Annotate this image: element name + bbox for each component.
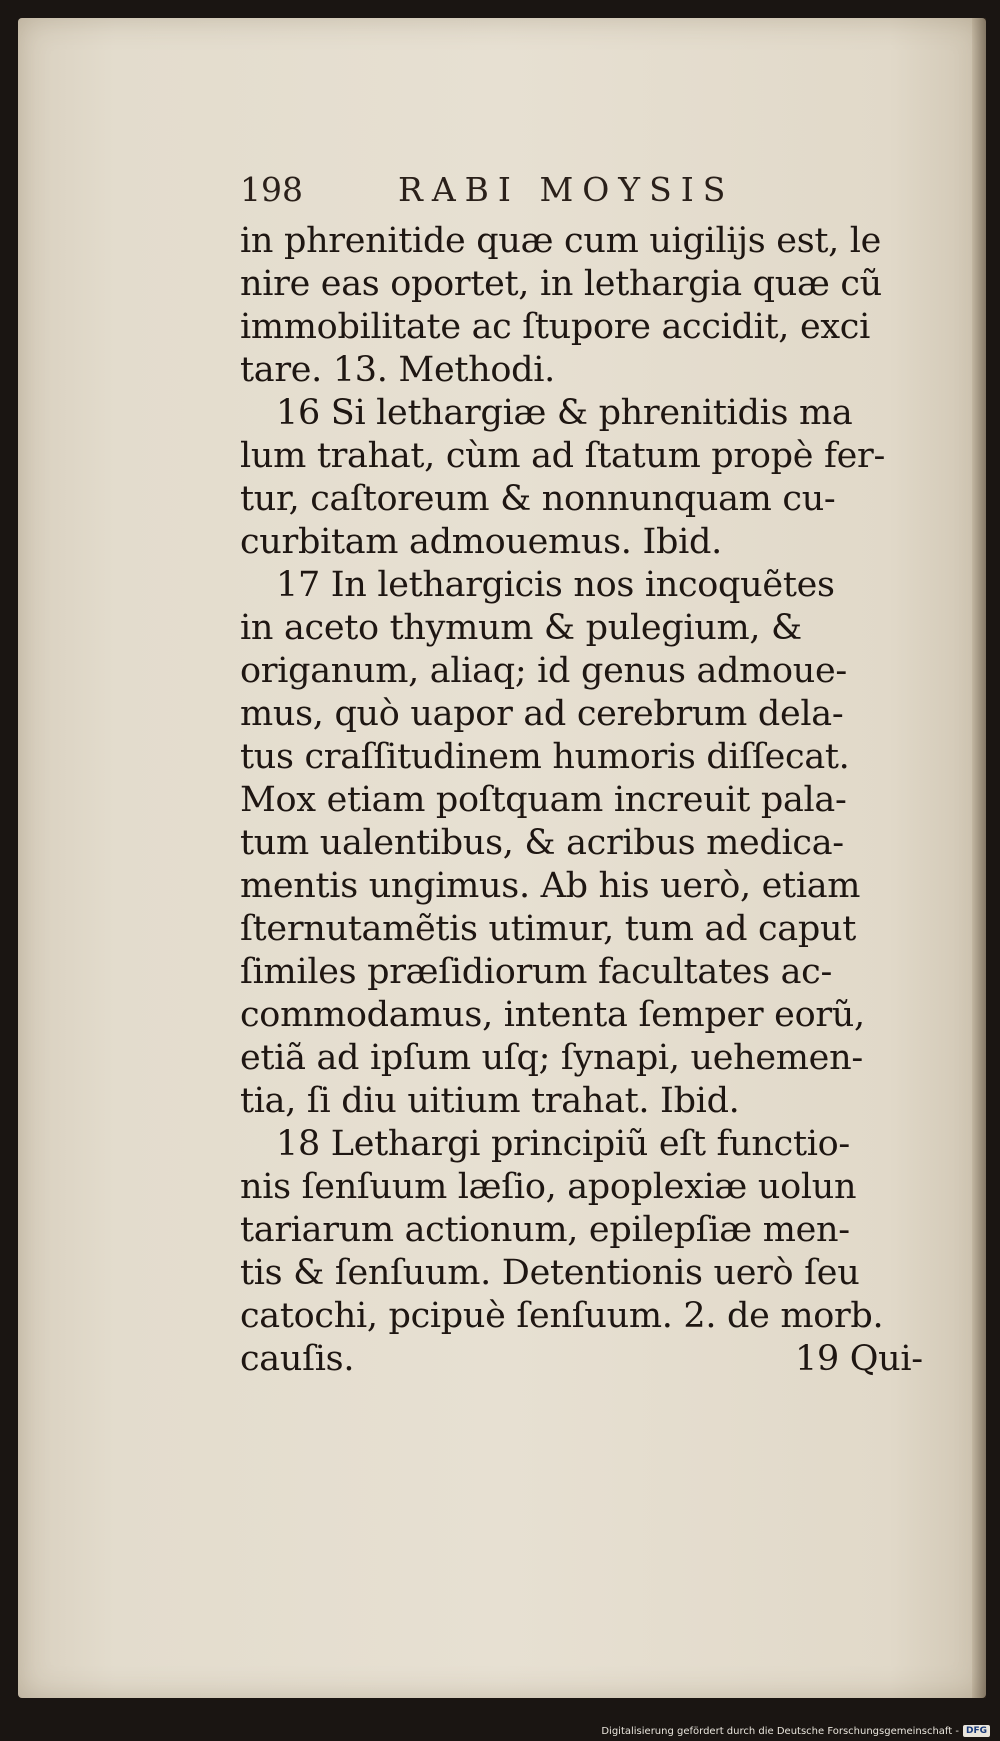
text-line: tus craſſitudinem humoris diſſecat.	[240, 737, 850, 777]
text-line: in aceto thymum & pulegium, &	[240, 608, 802, 648]
text-line: tum ualentibus, & acribus medica-	[240, 823, 844, 863]
text-line: Mox etiam poſtquam increuit pala-	[240, 780, 847, 820]
text-line: cauſis.	[240, 1339, 355, 1379]
digitization-credit	[601, 1725, 990, 1737]
text-line: curbitam admouemus. Ibid.	[240, 522, 722, 562]
text-line: nire eas oportet, in lethargia quæ cũ	[240, 264, 882, 304]
text-line: mentis ungimus. Ab his uerò, etiam	[240, 866, 861, 906]
text-line: tariarum actionum, epilepſiæ men-	[240, 1210, 850, 1250]
text-line: etiã ad ipſum uſq; ſynapi, uehemen-	[240, 1038, 863, 1078]
text-line: in phrenitide quæ cum uigilijs est, le	[240, 221, 882, 261]
text-line: tare. 13. Methodi.	[240, 350, 555, 390]
page-edge-shadow	[972, 18, 986, 1698]
page-number: 198	[240, 170, 303, 209]
text-line: origanum, aliaq; id genus admoue-	[240, 651, 847, 691]
paragraph-16-start: 16 Si lethargiæ & phrenitidis ma	[276, 393, 853, 433]
page-header	[240, 170, 800, 214]
text-line: nis ſenſuum læſio, apoplexiæ uolun	[240, 1167, 857, 1207]
paragraph-17-start: 17 In lethargicis nos incoquẽtes	[276, 565, 835, 605]
paragraph-18-start: 18 Lethargi principiũ eſt functio-	[276, 1124, 850, 1164]
text-line: tia, ſi diu uitium trahat. Ibid.	[240, 1081, 740, 1121]
text-line: commodamus, intenta ſemper eorũ,	[240, 995, 865, 1035]
last-line	[240, 1338, 960, 1381]
body-text	[240, 220, 960, 1381]
text-line: immobilitate ac ſtupore accidit, exci	[240, 307, 870, 347]
dfg-logo-icon: DFG	[963, 1725, 990, 1737]
text-line: ſternutamẽtis utimur, tum ad caput	[240, 909, 856, 949]
text-line: lum trahat, cùm ad ſtatum propè fer-	[240, 436, 885, 476]
text-line: tis & ſenſuum. Detentionis uerò ſeu	[240, 1253, 860, 1293]
catchword: 19 Qui-	[795, 1339, 923, 1379]
running-title: RABI MOYSIS	[398, 170, 735, 209]
text-line: catochi, pcipuè ſenſuum. 2. de morb.	[240, 1296, 884, 1336]
book-page	[18, 18, 986, 1698]
text-line: tur, caſtoreum & nonnunquam cu-	[240, 479, 836, 519]
text-line: mus, quò uapor ad cerebrum dela-	[240, 694, 844, 734]
text-line: ſimiles præſidiorum facultates ac-	[240, 952, 833, 992]
credit-text: Digitalisierung gefördert durch die Deutsche Forschungsgemeinschaft -	[601, 1725, 959, 1737]
